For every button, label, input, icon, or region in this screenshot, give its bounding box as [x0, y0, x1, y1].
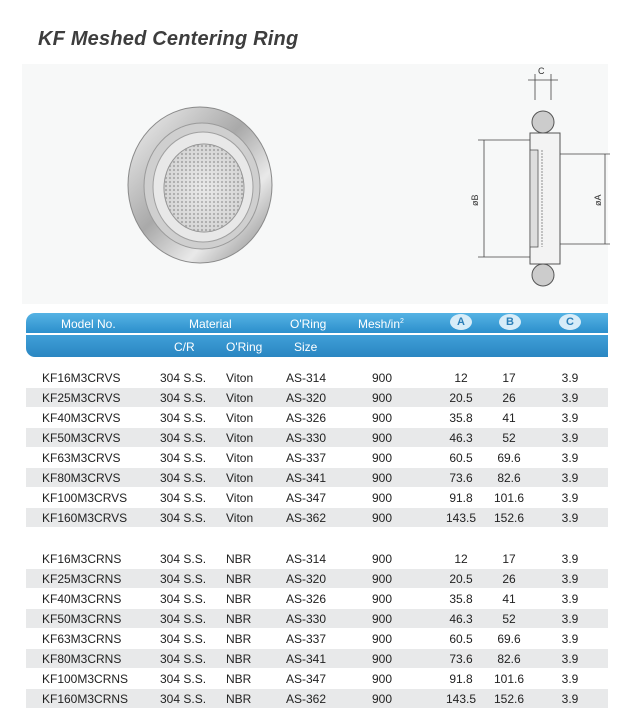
cell-mesh: 900: [372, 411, 393, 425]
bottom-oring: [532, 264, 554, 286]
cell-size: AS-341: [286, 652, 327, 666]
cell-cr: 304 S.S.: [160, 491, 207, 505]
cell-b: 152.6: [493, 511, 525, 525]
table-row: [26, 549, 608, 568]
header-a-badge: A: [450, 314, 472, 330]
cell-cr: 304 S.S.: [160, 652, 207, 666]
cell-model: KF80M3CRVS: [42, 471, 121, 485]
cell-mesh: 900: [372, 511, 393, 525]
cell-b: 41: [502, 592, 516, 606]
cell-model: KF16M3CRNS: [42, 552, 122, 566]
table-header-row-2: [26, 335, 608, 357]
cell-model: KF40M3CRVS: [42, 411, 121, 425]
cell-c: 3.9: [561, 511, 579, 525]
cell-b: 17: [502, 371, 516, 385]
cell-cr: 304 S.S.: [160, 692, 207, 706]
table-row: [26, 689, 608, 708]
cell-a: 12: [454, 552, 468, 566]
cell-b: 52: [502, 612, 516, 626]
cell-a: 91.8: [449, 672, 473, 686]
cell-size: AS-326: [286, 592, 327, 606]
header-b-badge: B: [499, 314, 521, 330]
cell-model: KF160M3CRVS: [42, 511, 128, 525]
cell-oring: Viton: [226, 471, 254, 485]
cell-oring: Viton: [226, 391, 254, 405]
header-c-badge: C: [559, 314, 581, 330]
cell-c: 3.9: [561, 552, 579, 566]
cell-oring: NBR: [226, 692, 252, 706]
cell-b: 26: [502, 391, 516, 405]
cell-oring: NBR: [226, 572, 252, 586]
cell-c: 3.9: [561, 431, 579, 445]
dim-a-label: øA: [593, 194, 603, 206]
cell-model: KF63M3CRNS: [42, 632, 122, 646]
cell-model: KF16M3CRVS: [42, 371, 121, 385]
cell-model: KF80M3CRNS: [42, 652, 122, 666]
cell-mesh: 900: [372, 612, 393, 626]
cell-oring: NBR: [226, 632, 252, 646]
table-row: [26, 569, 608, 588]
cell-cr: 304 S.S.: [160, 411, 207, 425]
cell-size: AS-314: [286, 552, 327, 566]
ring-photo: [120, 100, 280, 270]
cell-a: 20.5: [449, 391, 473, 405]
table-row: [26, 629, 608, 648]
cell-cr: 304 S.S.: [160, 451, 207, 465]
cell-cr: 304 S.S.: [160, 672, 207, 686]
cell-model: KF40M3CRNS: [42, 592, 122, 606]
cell-a: 73.6: [449, 652, 473, 666]
cell-c: 3.9: [561, 451, 579, 465]
dim-b-label: øB: [470, 194, 480, 206]
cell-a: 60.5: [449, 451, 473, 465]
cell-mesh: 900: [372, 431, 393, 445]
cell-model: KF25M3CRNS: [42, 572, 122, 586]
cell-a: 20.5: [449, 572, 473, 586]
cell-c: 3.9: [561, 371, 579, 385]
cell-mesh: 900: [372, 672, 393, 686]
cell-c: 3.9: [561, 411, 579, 425]
cell-cr: 304 S.S.: [160, 572, 207, 586]
header-oring2: O'Ring: [226, 340, 263, 354]
cell-mesh: 900: [372, 632, 393, 646]
table-row: [26, 468, 608, 487]
cell-a: 35.8: [449, 592, 473, 606]
cell-oring: NBR: [226, 652, 252, 666]
cell-model: KF50M3CRNS: [42, 612, 122, 626]
table-row: [26, 428, 608, 447]
cell-a: 143.5: [445, 692, 477, 706]
cell-model: KF25M3CRVS: [42, 391, 121, 405]
cell-size: AS-330: [286, 431, 327, 445]
cell-size: AS-362: [286, 511, 327, 525]
cell-c: 3.9: [561, 692, 579, 706]
cell-c: 3.9: [561, 652, 579, 666]
page-title: KF Meshed Centering Ring: [38, 28, 299, 50]
cell-size: AS-347: [286, 491, 327, 505]
cell-a: 91.8: [449, 491, 473, 505]
cell-b: 52: [502, 431, 516, 445]
cell-b: 26: [502, 572, 516, 586]
cell-model: KF160M3CRNS: [42, 692, 129, 706]
cell-c: 3.9: [561, 632, 579, 646]
cell-oring: NBR: [226, 672, 252, 686]
table-row: [26, 368, 608, 387]
cell-a: 60.5: [449, 632, 473, 646]
table-header-row-1: [26, 313, 608, 333]
cell-a: 46.3: [449, 612, 473, 626]
cell-b: 69.6: [497, 632, 521, 646]
ring-inner-wall: [530, 150, 538, 247]
cell-b: 82.6: [497, 652, 521, 666]
cell-a: 12: [454, 371, 468, 385]
header-cr: C/R: [174, 340, 195, 354]
cell-oring: NBR: [226, 552, 252, 566]
cell-mesh: 900: [372, 451, 393, 465]
cell-b: 41: [502, 411, 516, 425]
header-oring: O'Ring: [290, 317, 327, 331]
cell-mesh: 900: [372, 371, 393, 385]
cell-size: AS-337: [286, 632, 327, 646]
cell-model: KF100M3CRVS: [42, 491, 128, 505]
cell-oring: Viton: [226, 451, 254, 465]
cell-size: AS-326: [286, 411, 327, 425]
cell-c: 3.9: [561, 672, 579, 686]
cell-a: 35.8: [449, 411, 473, 425]
cell-b: 101.6: [493, 672, 525, 686]
cell-oring: Viton: [226, 511, 254, 525]
cell-oring: NBR: [226, 592, 252, 606]
header-material: Material: [189, 317, 232, 331]
cell-mesh: 900: [372, 572, 393, 586]
cell-cr: 304 S.S.: [160, 552, 207, 566]
table-row: [26, 408, 608, 427]
table-row: [26, 669, 608, 688]
table-row: [26, 488, 608, 507]
cell-cr: 304 S.S.: [160, 431, 207, 445]
cell-cr: 304 S.S.: [160, 371, 207, 385]
cell-cr: 304 S.S.: [160, 632, 207, 646]
cross-section-diagram: [450, 60, 620, 300]
cell-model: KF50M3CRVS: [42, 431, 121, 445]
cell-size: AS-320: [286, 391, 327, 405]
cell-mesh: 900: [372, 471, 393, 485]
cell-c: 3.9: [561, 592, 579, 606]
cell-mesh: 900: [372, 652, 393, 666]
cell-mesh: 900: [372, 592, 393, 606]
cell-a: 143.5: [445, 511, 477, 525]
cell-oring: Viton: [226, 411, 254, 425]
cell-mesh: 900: [372, 552, 393, 566]
header-size: Size: [294, 340, 318, 354]
cell-mesh: 900: [372, 491, 393, 505]
cell-oring: Viton: [226, 491, 254, 505]
top-oring: [532, 111, 554, 133]
cell-cr: 304 S.S.: [160, 391, 207, 405]
cell-c: 3.9: [561, 491, 579, 505]
cell-oring: NBR: [226, 612, 252, 626]
cell-oring: Viton: [226, 371, 254, 385]
cell-b: 17: [502, 552, 516, 566]
table-row: [26, 448, 608, 467]
table-row: [26, 508, 608, 527]
cell-c: 3.9: [561, 572, 579, 586]
cell-oring: Viton: [226, 431, 254, 445]
cell-size: AS-347: [286, 672, 327, 686]
cell-size: AS-341: [286, 471, 327, 485]
cell-c: 3.9: [561, 612, 579, 626]
cell-size: AS-337: [286, 451, 327, 465]
header-model: Model No.: [61, 317, 116, 331]
cell-b: 69.6: [497, 451, 521, 465]
cell-size: AS-320: [286, 572, 327, 586]
cell-a: 73.6: [449, 471, 473, 485]
cell-mesh: 900: [372, 692, 393, 706]
cell-cr: 304 S.S.: [160, 612, 207, 626]
cell-cr: 304 S.S.: [160, 471, 207, 485]
cell-c: 3.9: [561, 471, 579, 485]
table-row: [26, 609, 608, 628]
cell-b: 82.6: [497, 471, 521, 485]
cell-cr: 304 S.S.: [160, 511, 207, 525]
cell-model: KF63M3CRVS: [42, 451, 121, 465]
cell-b: 101.6: [493, 491, 525, 505]
cell-model: KF100M3CRNS: [42, 672, 129, 686]
mesh-highlight: [164, 144, 244, 232]
cell-mesh: 900: [372, 391, 393, 405]
cell-a: 46.3: [449, 431, 473, 445]
cell-size: AS-314: [286, 371, 327, 385]
cell-cr: 304 S.S.: [160, 592, 207, 606]
cell-b: 152.6: [493, 692, 525, 706]
table-row: [26, 589, 608, 608]
header-mesh: Mesh/$in^2$: [358, 317, 404, 331]
cell-size: AS-330: [286, 612, 327, 626]
table-row: [26, 388, 608, 407]
cell-c: 3.9: [561, 391, 579, 405]
cell-size: AS-362: [286, 692, 327, 706]
table-row: [26, 649, 608, 668]
dim-c-label: C: [538, 66, 545, 76]
